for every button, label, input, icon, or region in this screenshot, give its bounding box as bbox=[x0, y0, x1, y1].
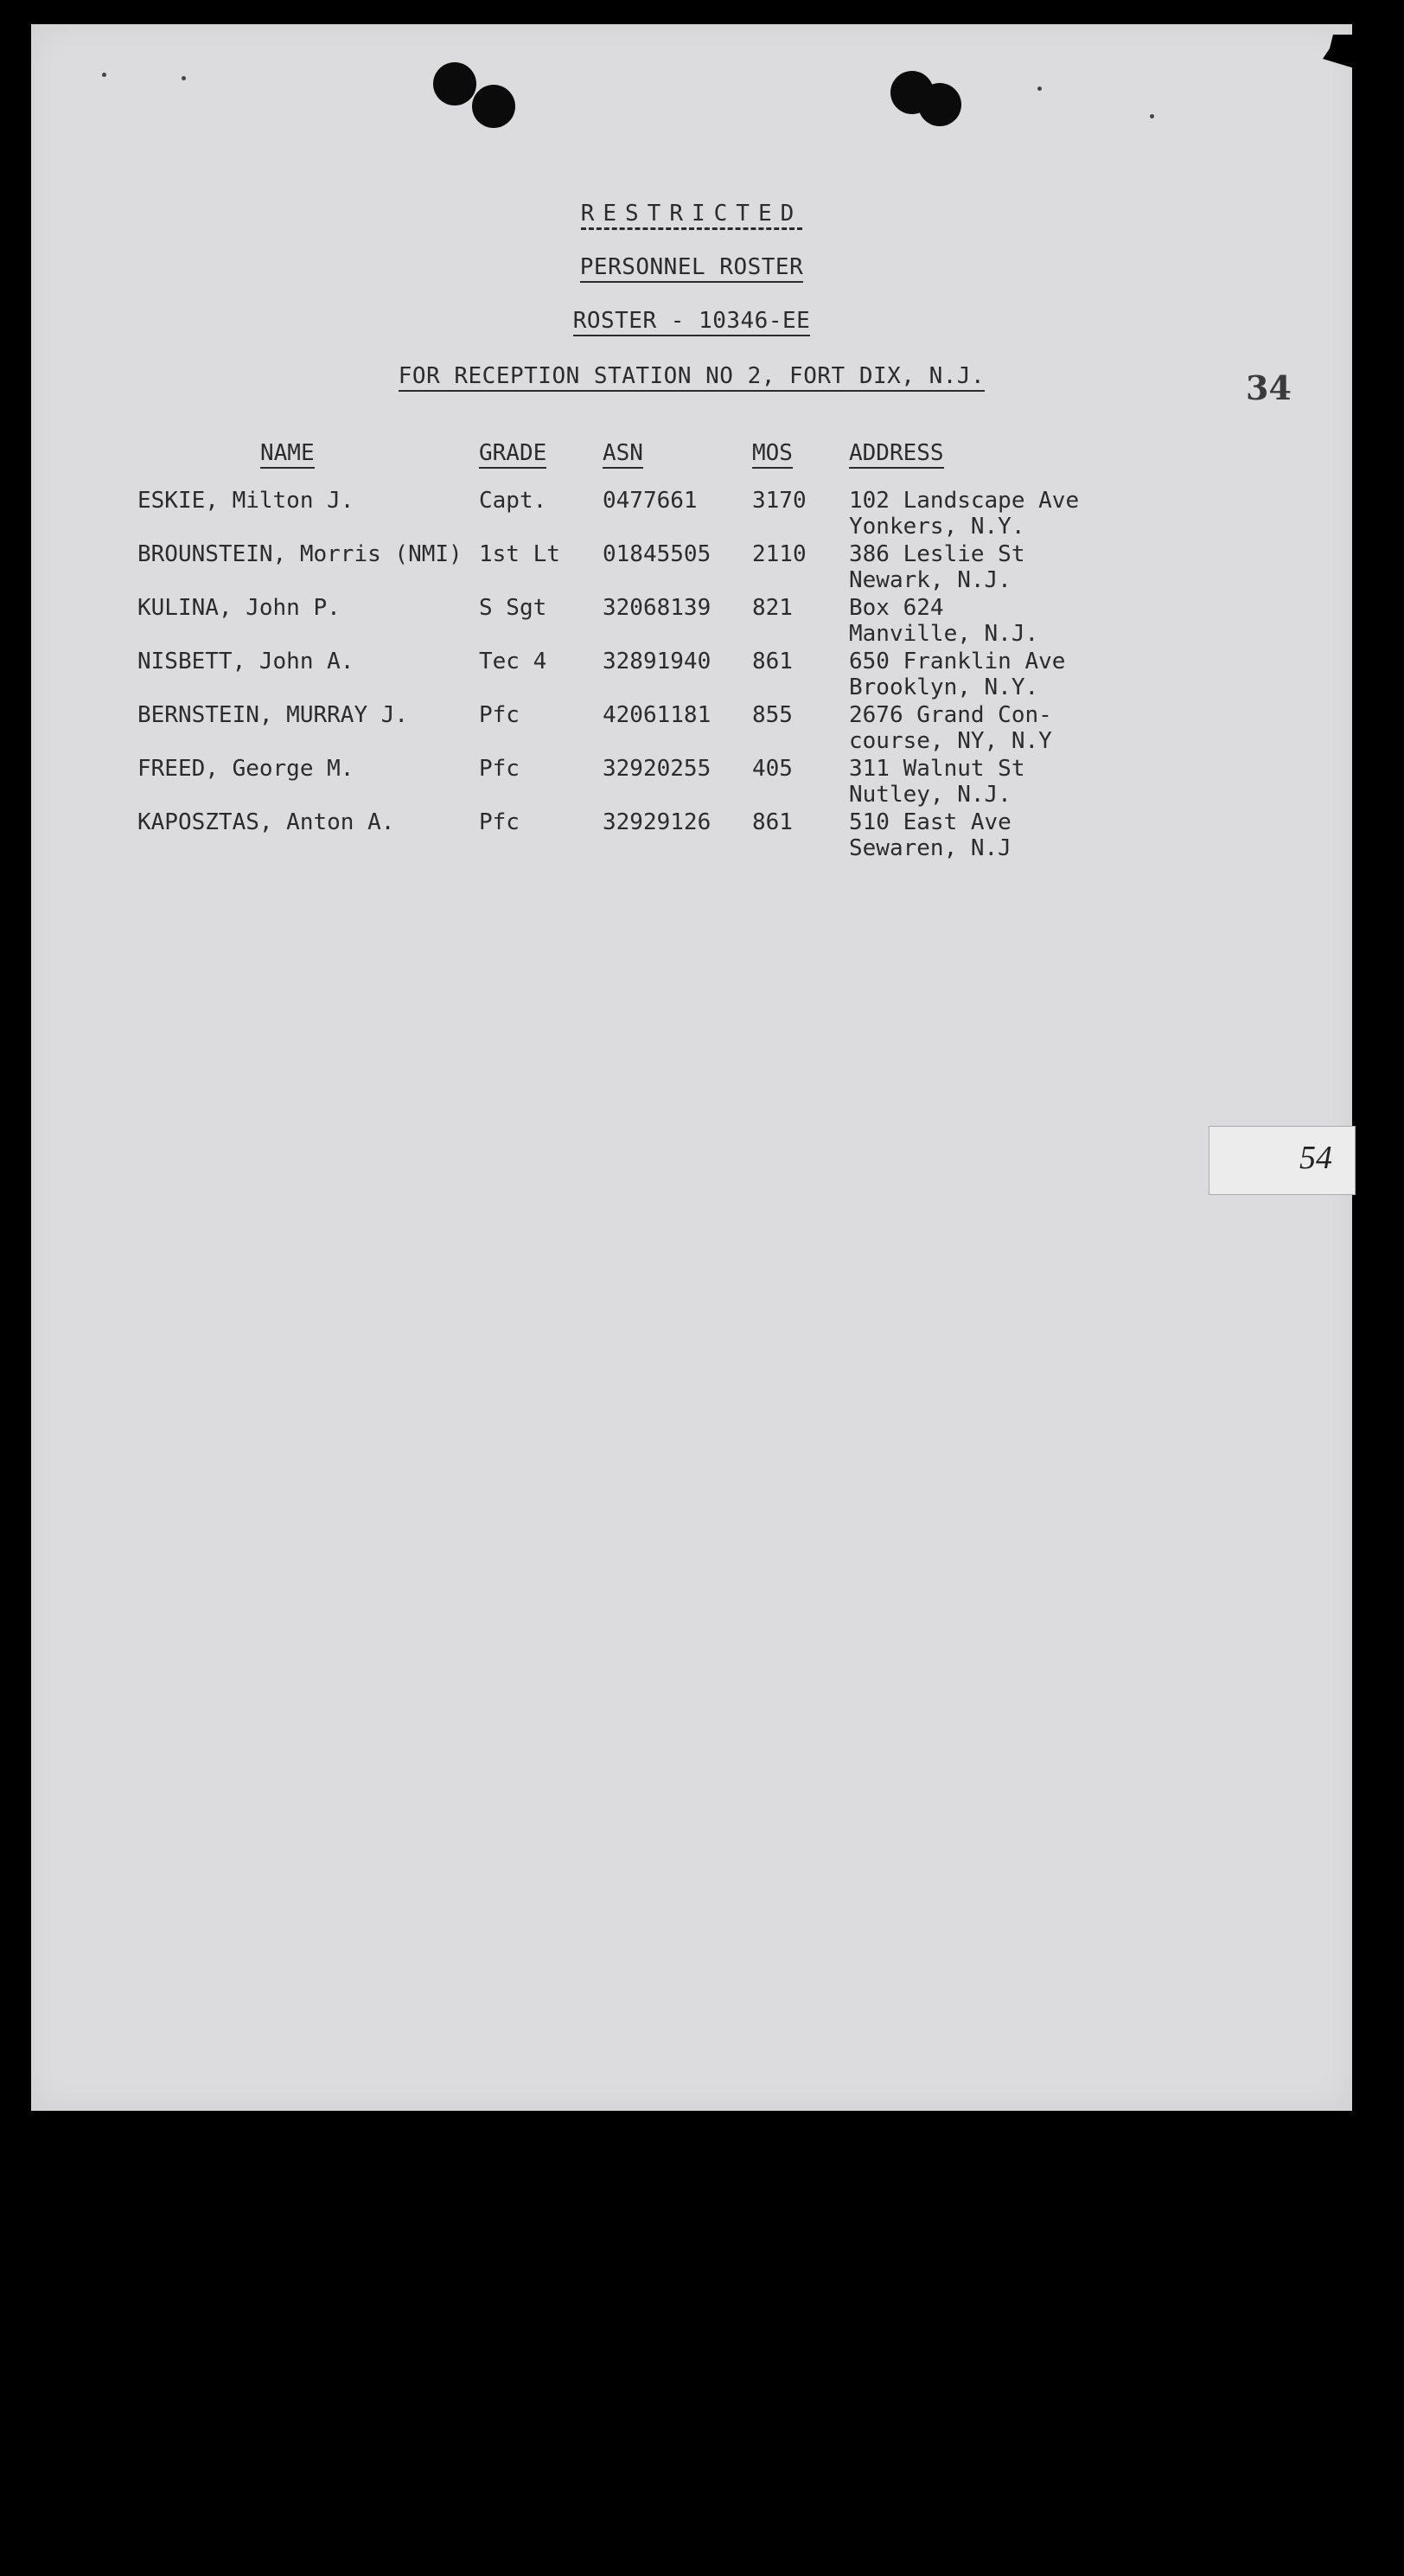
table-row bbox=[31, 809, 1352, 863]
cell-address bbox=[849, 756, 1025, 808]
cell-mos: 821 bbox=[752, 595, 793, 621]
address-line: Box 624 bbox=[849, 595, 944, 621]
cell-grade: Pfc bbox=[479, 809, 520, 835]
punch-hole bbox=[918, 83, 961, 126]
punch-hole bbox=[433, 62, 476, 105]
cell-mos: 861 bbox=[752, 809, 793, 835]
column-header-mos: MOS bbox=[752, 439, 793, 469]
address-line: Sewaren, N.J bbox=[849, 835, 1012, 861]
table-row bbox=[31, 595, 1352, 649]
address-line: 650 Franklin Ave bbox=[849, 649, 1066, 674]
table-row bbox=[31, 541, 1352, 595]
speck bbox=[102, 73, 106, 77]
cell-grade: Pfc bbox=[479, 702, 520, 728]
cell-grade: Capt. bbox=[479, 488, 547, 514]
cell-name: ESKIE, Milton J. bbox=[137, 488, 354, 514]
cell-asn: 32068139 bbox=[603, 595, 712, 621]
tab-number: 54 bbox=[1299, 1140, 1332, 1176]
document-page bbox=[31, 24, 1352, 2111]
address-line: Newark, N.J. bbox=[849, 567, 1012, 593]
cell-address bbox=[849, 488, 1079, 540]
cell-asn: 32920255 bbox=[603, 756, 712, 782]
cell-address bbox=[849, 595, 1038, 647]
address-line: Nutley, N.J. bbox=[849, 782, 1012, 808]
cell-asn: 32891940 bbox=[603, 649, 712, 674]
cell-address bbox=[849, 649, 1065, 700]
cell-mos: 855 bbox=[752, 702, 793, 728]
cell-name: BROUNSTEIN, Morris (NMI) bbox=[137, 541, 463, 567]
cell-asn: 0477661 bbox=[603, 488, 698, 514]
column-header-asn: ASN bbox=[603, 439, 643, 469]
cell-grade: S Sgt bbox=[479, 595, 547, 621]
address-line: 102 Landscape Ave bbox=[849, 488, 1080, 514]
cell-mos: 2110 bbox=[752, 541, 807, 567]
address-line: Yonkers, N.Y. bbox=[849, 514, 1025, 540]
address-line: 311 Walnut St bbox=[849, 756, 1025, 782]
speck bbox=[1150, 114, 1154, 118]
cell-asn: 42061181 bbox=[603, 702, 712, 728]
cell-address bbox=[849, 541, 1025, 593]
cell-asn: 01845505 bbox=[603, 541, 712, 567]
cell-name: NISBETT, John A. bbox=[137, 649, 354, 674]
address-line: Manville, N.J. bbox=[849, 621, 1039, 647]
cell-name: FREED, George M. bbox=[137, 756, 354, 782]
cell-mos: 3170 bbox=[752, 488, 807, 514]
classification-heading: RESTRICTED bbox=[31, 201, 1352, 227]
station-line: FOR RECEPTION STATION NO 2, FORT DIX, N.J. bbox=[31, 363, 1352, 389]
cell-asn: 32929126 bbox=[603, 809, 712, 835]
cell-grade: Tec 4 bbox=[479, 649, 547, 674]
table-row bbox=[31, 702, 1352, 756]
cell-address bbox=[849, 809, 1012, 861]
column-header-name: NAME bbox=[260, 439, 315, 469]
address-line: 386 Leslie St bbox=[849, 541, 1025, 567]
cell-grade: Pfc bbox=[479, 756, 520, 782]
speck bbox=[182, 76, 186, 80]
column-header-address: ADDRESS bbox=[849, 439, 944, 469]
address-line: 510 East Ave bbox=[849, 809, 1012, 835]
corner-tear bbox=[1323, 35, 1357, 69]
cell-mos: 861 bbox=[752, 649, 793, 674]
cell-name: KAPOSZTAS, Anton A. bbox=[137, 809, 395, 835]
cell-grade: 1st Lt bbox=[479, 541, 560, 567]
cell-address bbox=[849, 702, 1052, 754]
column-header-grade: GRADE bbox=[479, 439, 546, 469]
address-line: course, NY, N.Y bbox=[849, 728, 1052, 754]
page-number: 34 bbox=[1246, 368, 1292, 407]
table-row bbox=[31, 756, 1352, 809]
address-line: Brooklyn, N.Y. bbox=[849, 674, 1039, 700]
cell-mos: 405 bbox=[752, 756, 793, 782]
roster-number: ROSTER - 10346-EE bbox=[31, 308, 1352, 334]
cell-name: KULINA, John P. bbox=[137, 595, 341, 621]
table-row bbox=[31, 488, 1352, 541]
roster-title: PERSONNEL ROSTER bbox=[31, 254, 1352, 280]
punch-hole bbox=[472, 85, 515, 128]
table-row bbox=[31, 649, 1352, 702]
address-line: 2676 Grand Con- bbox=[849, 702, 1052, 728]
index-tab bbox=[1209, 1126, 1356, 1195]
cell-name: BERNSTEIN, MURRAY J. bbox=[137, 702, 409, 728]
speck bbox=[1037, 86, 1042, 91]
